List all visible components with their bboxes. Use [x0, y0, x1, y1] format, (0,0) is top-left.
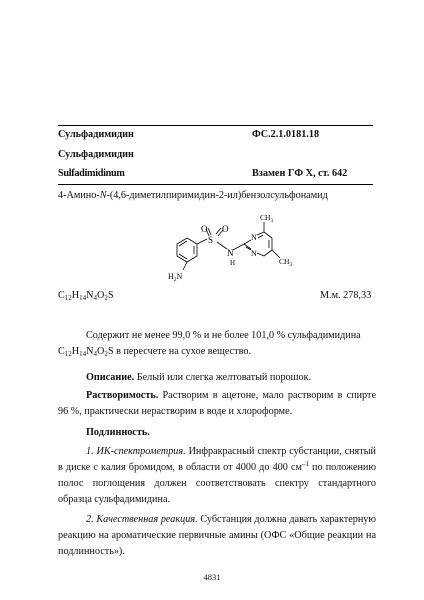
atom-nh: N: [227, 248, 234, 258]
atom-n-top: N: [251, 233, 257, 242]
amine-label: $H_2N$: [168, 272, 183, 283]
solubility-paragraph: Растворимость. Растворим в ацетоне, мало растворим в спирте 96 %, практически нерастворим в воде и хлороформе.: [58, 390, 376, 417]
atom-o-left: O: [201, 224, 208, 234]
content-paragraph: Содержит не менее 99,0 % и не более 101,0 % сульфадимидина $C_{12}H_{14}N_4O_2S$ в пересчете на сухое вещество.: [58, 330, 361, 358]
monograph-code: ФС.2.1.0181.18: [252, 129, 320, 140]
page-number: 4831: [203, 572, 221, 582]
atom-h: H: [230, 259, 236, 267]
atom-s: S: [208, 235, 214, 245]
methyl-bottom-label: $CH_3$: [279, 257, 293, 268]
header-top-rule: [58, 125, 373, 126]
bond-s-n: [217, 242, 227, 249]
replaces-note: Взамен ГФ X, ст. 642: [252, 168, 348, 179]
molecular-formula: $C_{12}H_{14}N_4O_2S$: [58, 290, 114, 302]
atom-o-right: O: [222, 224, 229, 234]
methyl-top-label: $CH_3$: [260, 213, 274, 224]
header-bottom-rule: [58, 184, 373, 185]
description-paragraph: Описание. Белый или слегка желтоватый порошок.: [86, 372, 312, 383]
pyrimidine-bond: [264, 250, 272, 256]
pyrimidine-bond: [244, 240, 251, 244]
identity-heading: Подлинность.: [86, 427, 150, 438]
pyrimidine-bond: [257, 232, 264, 235]
structural-formula: [150, 203, 300, 287]
name-latin: Sulfadimidinum: [58, 168, 125, 179]
name-russian-secondary: Сульфадимидин: [58, 149, 134, 160]
molecular-weight: М.м. 278,33: [320, 290, 372, 301]
pyrimidine-double-bond: [258, 235, 263, 238]
name-russian: Сульфадимидин: [58, 129, 134, 140]
bond-ring-sulfur: [197, 239, 207, 244]
qualitative-reaction-paragraph: 2. Качественная реакция. Субстанция должна давать характерную реакцию на ароматические первичные амины (ОФС «Общие реакции на подлинность»).: [58, 514, 376, 557]
pyrimidine-bond: [257, 253, 264, 256]
bond-amine: [183, 262, 187, 270]
ir-paragraph: 1. ИК-спектрометрия. Инфракрасный спектр субстанции, снятый в диске с калия бромидом, в области от 4000 до 400 $см^{-1}$ по положению полос поглощения должен соответствовать спектру стандартного образца сульфадимидина.: [58, 446, 376, 505]
bond-n-pyrimidine: [233, 244, 244, 250]
iupac-name: 4-Амино-N-(4,6-диметилпиримидин-2-ил)бензолсульфонамид: [58, 190, 328, 201]
pyrimidine-bond: [264, 232, 272, 238]
atom-n-bottom: N: [251, 249, 257, 258]
